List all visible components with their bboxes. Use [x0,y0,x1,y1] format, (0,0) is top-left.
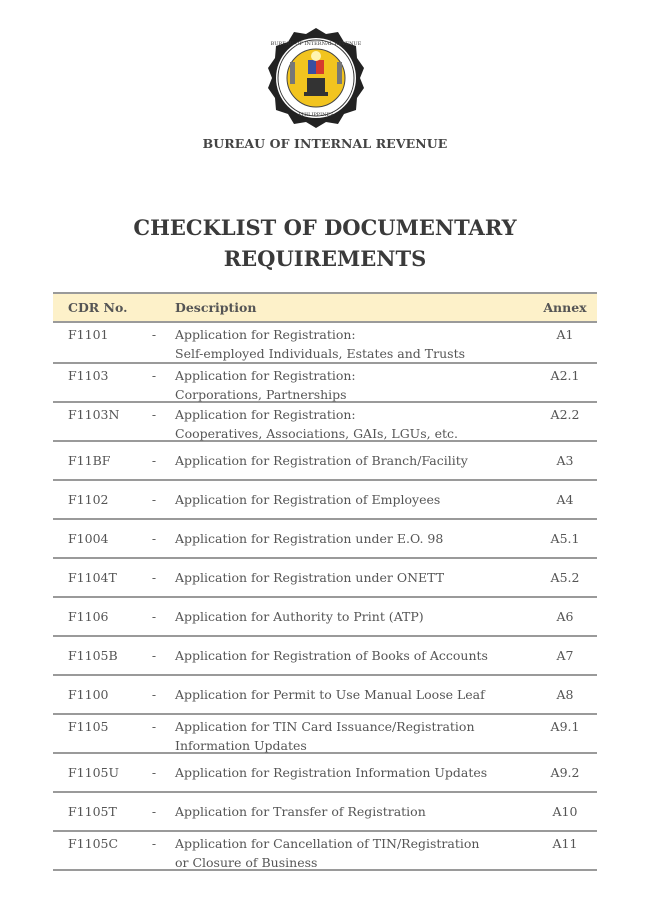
separator-dash: - [151,407,157,422]
description [173,366,533,404]
column-header-description: Description [175,300,257,315]
table-row [53,832,597,871]
cdr-code: F1105B [68,648,118,663]
cdr-code: F1103 [68,368,109,383]
description: Application for Transfer of Registration [175,804,426,819]
description-line-2: Self-employed Individuals, Estates and Trusts [175,346,466,361]
annex-link[interactable]: A5.2 [550,570,580,585]
cdr-code: F1103N [68,407,120,422]
table-row [53,520,597,559]
table-row [53,364,597,403]
table-row [53,481,597,520]
table-row [53,637,597,676]
table-row [53,442,597,481]
annex-link[interactable]: A9.1 [550,719,580,734]
column-header-annex: Annex [543,300,587,315]
table-row [53,323,597,364]
separator-dash: - [151,648,157,663]
description: Application for Registration under ONETT [175,570,445,585]
description: Application for Registration under E.O. 98 [175,531,444,546]
table-row [53,598,597,637]
cdr-code: F1101 [68,327,109,342]
annex-link[interactable]: A3 [556,453,574,468]
annex-link[interactable]: A6 [556,609,574,624]
table-row [53,403,597,442]
description [173,405,533,443]
requirements-table [53,292,597,871]
description: Application for Registration of Branch/Facility [175,453,468,468]
description-line-1: Application for Registration: [175,368,356,383]
table-row [53,715,597,754]
separator-dash: - [151,719,157,734]
cdr-code: F1004 [68,531,109,546]
description-line-1: Application for TIN Card Issuance/Registration [175,719,475,734]
description-line-1: Application for Registration: [175,407,356,422]
description [173,834,533,872]
description-line-2: Cooperatives, Associations, GAIs, LGUs, etc. [175,426,458,441]
separator-dash: - [151,804,157,819]
table-row [53,559,597,598]
svg-text:BUREAU OF INTERNAL REVENUE: BUREAU OF INTERNAL REVENUE [270,41,362,47]
cdr-code: F1106 [68,609,109,624]
cdr-code: F1105 [68,719,109,734]
separator-dash: - [151,570,157,585]
description-line-2: Corporations, Partnerships [175,387,347,402]
column-header-cdr-no: CDR No. [68,300,128,315]
cdr-code: F1104T [68,570,117,585]
cdr-code: F1100 [68,687,109,702]
separator-dash: - [151,687,157,702]
separator-dash: - [151,531,157,546]
description [173,325,533,363]
cdr-code: F1105U [68,765,120,780]
description: Application for Authority to Print (ATP) [175,609,424,624]
separator-dash: - [151,765,157,780]
table-row [53,793,597,832]
description: Application for Registration of Employees [175,492,441,507]
annex-link[interactable]: A8 [556,687,574,702]
table-header [53,292,597,323]
description: Application for Permit to Use Manual Loose Leaf [175,687,485,702]
annex-link[interactable]: A2.2 [550,407,580,422]
separator-dash: - [151,368,157,383]
annex-link[interactable]: A9.2 [550,765,580,780]
table-row [53,754,597,793]
separator-dash: - [151,453,157,468]
description [173,717,533,755]
cdr-code: F1105C [68,836,119,851]
title-line-1: CHECKLIST OF DOCUMENTARY [133,215,517,240]
separator-dash: - [151,327,157,342]
cdr-code: F1105T [68,804,117,819]
page-title [0,212,650,274]
annex-link[interactable]: A5.1 [550,531,580,546]
cdr-code: F11BF [68,453,111,468]
annex-link[interactable]: A2.1 [550,368,580,383]
table-row [53,676,597,715]
cdr-code: F1102 [68,492,109,507]
annex-link[interactable]: A4 [556,492,574,507]
title-line-2: REQUIREMENTS [223,246,427,271]
annex-link[interactable]: A1 [556,327,574,342]
description-line-2: Information Updates [175,738,307,753]
bir-seal-icon [264,26,368,130]
agency-name: BUREAU OF INTERNAL REVENUE [202,136,448,151]
description: Application for Registration of Books of Accounts [175,648,488,663]
separator-dash: - [151,836,157,851]
description-line-2: or Closure of Business [175,855,318,870]
annex-link[interactable]: A7 [556,648,574,663]
separator-dash: - [151,492,157,507]
description: Application for Registration Information Updates [175,765,488,780]
svg-text:PHILIPPINES: PHILIPPINES [298,112,334,118]
separator-dash: - [151,609,157,624]
annex-link[interactable]: A10 [552,804,578,819]
description-line-1: Application for Registration: [175,327,356,342]
description-line-1: Application for Cancellation of TIN/Registration [175,836,480,851]
annex-link[interactable]: A11 [552,836,578,851]
